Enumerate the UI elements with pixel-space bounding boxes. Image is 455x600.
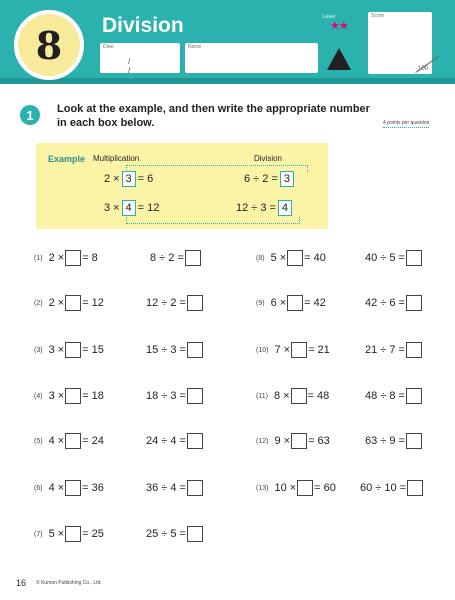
problem-6	[34, 480, 104, 496]
division-10	[365, 342, 423, 358]
answer-box[interactable]	[187, 342, 203, 358]
answer-box[interactable]	[406, 433, 422, 449]
problem-product: = 36	[82, 482, 104, 494]
division-heading: Division	[254, 154, 283, 163]
problem-13	[256, 480, 336, 496]
instruction-text: Look at the example, and then write the appropriate number in each box below.	[57, 103, 370, 129]
problem-12	[256, 433, 330, 449]
score-total: 100	[417, 66, 428, 72]
unit-number: 8	[35, 22, 63, 68]
problem-number: (1)	[34, 254, 43, 262]
answer-box[interactable]	[406, 250, 422, 266]
answer-box[interactable]	[185, 250, 201, 266]
problem-product: = 15	[82, 344, 104, 356]
problem-9	[256, 295, 326, 311]
division-expr: 42 ÷ 6 =	[365, 297, 405, 309]
example-div-expr: 6 ÷ 2 =	[244, 173, 278, 185]
kumon-logo-icon	[327, 48, 351, 70]
answer-box[interactable]	[187, 480, 203, 496]
example-label: Example	[48, 154, 86, 164]
division-13	[360, 480, 424, 496]
problem-product: = 21	[308, 344, 330, 356]
problem-number: (9)	[256, 299, 265, 307]
division-9	[365, 295, 423, 311]
answer-box[interactable]	[65, 342, 81, 358]
problem-product: = 42	[304, 297, 326, 309]
answer-box[interactable]	[291, 388, 307, 404]
problem-5	[34, 433, 104, 449]
problem-8	[256, 250, 326, 266]
division-expr: 25 ÷ 5 =	[146, 528, 186, 540]
problem-number: (11)	[256, 392, 268, 400]
example-answer-box: 4	[122, 200, 136, 216]
answer-box[interactable]	[406, 388, 422, 404]
problem-10	[256, 342, 330, 358]
answer-box[interactable]	[406, 295, 422, 311]
example-link-top	[126, 165, 308, 172]
answer-box[interactable]	[287, 250, 303, 266]
example-answer-box: 3	[280, 171, 294, 187]
answer-box[interactable]	[291, 342, 307, 358]
answer-box[interactable]	[187, 433, 203, 449]
problem-7	[34, 526, 104, 542]
example-div-1	[244, 171, 296, 187]
problem-mult: 2 ×	[48, 252, 65, 264]
division-expr: 60 ÷ 10 =	[360, 482, 407, 494]
score-label: Score	[371, 13, 385, 19]
example-mult-operand: 3 ×	[104, 202, 120, 214]
division-1	[150, 250, 202, 266]
score-box[interactable]	[368, 12, 432, 74]
problem-mult: 3 ×	[48, 344, 65, 356]
example-mult-result: = 12	[137, 202, 160, 214]
multiplication-heading: Multiplication	[93, 154, 140, 163]
division-expr: 18 ÷ 3 =	[146, 390, 186, 402]
answer-box[interactable]	[65, 526, 81, 542]
problem-product: = 48	[307, 390, 330, 402]
division-3	[146, 342, 204, 358]
points-note: 4 points per question	[383, 120, 430, 126]
problem-product: = 25	[82, 528, 104, 540]
unit-badge	[14, 10, 84, 80]
answer-box[interactable]	[407, 480, 423, 496]
problem-mult: 9 ×	[274, 435, 291, 447]
example-div-expr: 12 ÷ 3 =	[236, 202, 276, 214]
answer-box[interactable]	[65, 480, 81, 496]
answer-box[interactable]	[187, 526, 203, 542]
division-6	[146, 480, 204, 496]
division-expr: 21 ÷ 7 =	[365, 344, 405, 356]
problem-product: = 12	[82, 297, 104, 309]
problem-number: (7)	[34, 530, 43, 538]
answer-box[interactable]	[187, 388, 203, 404]
division-expr: 48 ÷ 8 =	[365, 390, 405, 402]
division-11	[365, 388, 423, 404]
problem-mult: 10 ×	[274, 482, 297, 494]
name-label: Name	[188, 44, 202, 50]
division-expr: 8 ÷ 2 =	[150, 252, 184, 264]
date-label: Date	[103, 44, 114, 50]
problem-mult: 5 ×	[48, 528, 65, 540]
problem-number: (10)	[256, 346, 269, 354]
problem-product: = 40	[304, 252, 326, 264]
header-shade	[0, 78, 455, 84]
division-expr: 40 ÷ 5 =	[365, 252, 405, 264]
answer-box[interactable]	[187, 295, 203, 311]
problem-number: (13)	[256, 484, 269, 492]
division-5	[146, 433, 204, 449]
example-mult-result: = 6	[137, 173, 154, 185]
problem-number: (8)	[256, 254, 265, 262]
date-field[interactable]	[100, 43, 180, 73]
division-7	[146, 526, 204, 542]
problem-3	[34, 342, 104, 358]
problem-product: = 60	[314, 482, 336, 494]
answer-box[interactable]	[65, 388, 81, 404]
example-mult-operand: 2 ×	[104, 173, 120, 185]
division-expr: 36 ÷ 4 =	[146, 482, 186, 494]
example-link-bottom	[126, 217, 300, 224]
problem-mult: 4 ×	[48, 482, 65, 494]
division-expr: 15 ÷ 3 =	[146, 344, 186, 356]
problem-number: (6)	[34, 484, 43, 492]
problem-mult: 6 ×	[270, 297, 287, 309]
example-mult-1	[104, 171, 153, 187]
division-8	[365, 250, 423, 266]
problem-2	[34, 295, 104, 311]
example-answer-box: 4	[278, 200, 292, 216]
problem-4	[34, 388, 104, 404]
problem-mult: 8 ×	[273, 390, 290, 402]
answer-box[interactable]	[291, 433, 307, 449]
problem-1	[34, 250, 98, 266]
division-2	[146, 295, 204, 311]
division-4	[146, 388, 204, 404]
problem-number: (12)	[256, 437, 269, 445]
problem-number: (4)	[34, 392, 43, 400]
answer-box[interactable]	[65, 295, 81, 311]
problem-product: = 24	[82, 435, 104, 447]
answer-box[interactable]	[65, 250, 81, 266]
division-expr: 24 ÷ 4 =	[146, 435, 186, 447]
problem-number: (2)	[34, 299, 43, 307]
problem-product: = 63	[308, 435, 330, 447]
example-box	[36, 143, 328, 229]
copyright: © Kumon Publishing Co., Ltd.	[36, 580, 102, 586]
example-answer-box: 3	[122, 171, 136, 187]
problem-mult: 4 ×	[48, 435, 65, 447]
division-expr: 12 ÷ 2 =	[146, 297, 186, 309]
answer-box[interactable]	[406, 342, 422, 358]
problem-product: = 8	[82, 252, 98, 264]
problem-mult: 5 ×	[270, 252, 287, 264]
name-field[interactable]	[185, 43, 318, 73]
answer-box[interactable]	[287, 295, 303, 311]
problem-mult: 2 ×	[48, 297, 65, 309]
question-number: 1	[20, 105, 40, 125]
star-icon: ★★	[330, 20, 348, 32]
example-mult-2	[104, 200, 159, 216]
answer-box[interactable]	[297, 480, 313, 496]
problem-number: (3)	[34, 346, 43, 354]
division-12	[365, 433, 423, 449]
division-expr: 63 ÷ 9 =	[365, 435, 405, 447]
problem-product: = 18	[82, 390, 104, 402]
answer-box[interactable]	[65, 433, 81, 449]
problem-mult: 3 ×	[48, 390, 65, 402]
page-title: Division	[102, 14, 184, 37]
problem-number: (5)	[34, 437, 43, 445]
page-number: 16	[16, 578, 27, 588]
level-label: Level	[323, 14, 335, 20]
problem-11	[256, 388, 329, 404]
example-div-2	[236, 200, 294, 216]
problem-mult: 7 ×	[274, 344, 291, 356]
date-slashes: / /	[128, 57, 147, 75]
